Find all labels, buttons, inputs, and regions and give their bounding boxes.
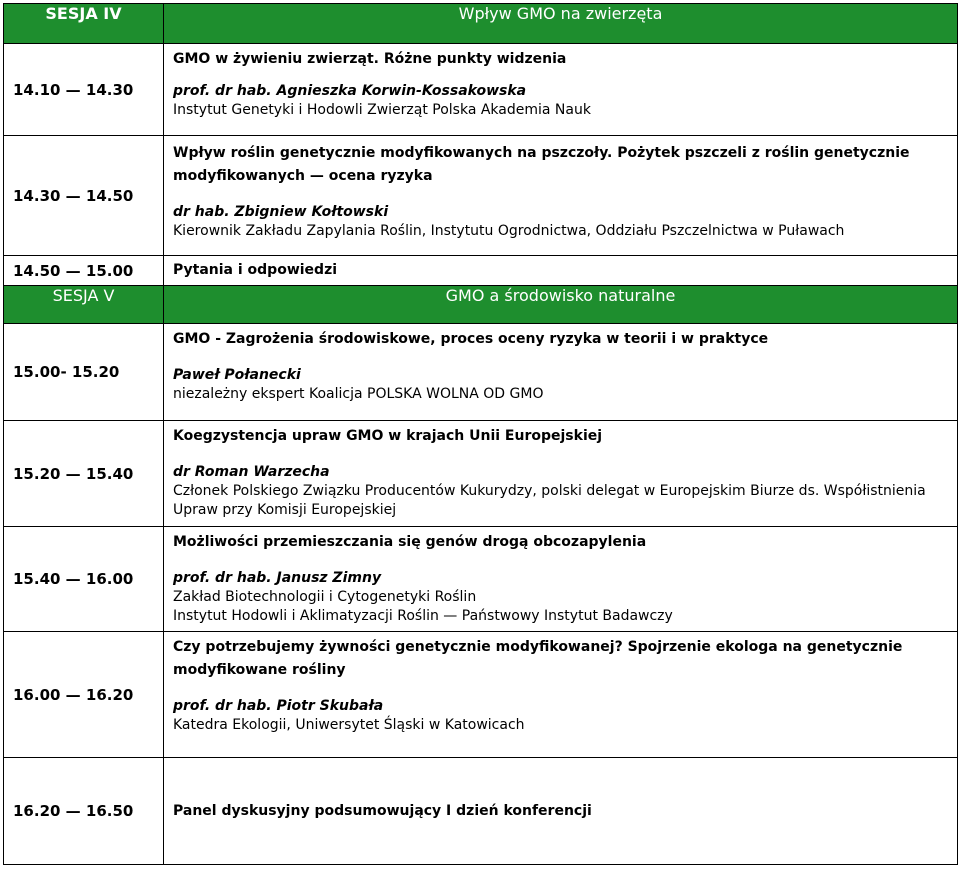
speaker-name: Paweł Połanecki [173,367,301,383]
qa-time: 14.50 — 15.00 [4,256,164,286]
table-row [4,136,958,256]
session-label: SESJA IV [4,4,164,44]
talk-details [164,632,958,758]
panel-title: Panel dyskusyjny podsumowujący I dzień konferencji [173,802,592,819]
speaker-name: prof. dr hab. Agnieszka Korwin-Kossakowska [173,83,527,99]
talk-title: Wpływ roślin genetycznie modyfikowanych na pszczoły. Pożytek pszczeli z roślin genetycznie modyfikowanych — ocena ryzyka [173,145,910,184]
talk-time: 15.00- 15.20 [4,324,164,421]
qa-title: Pytania i odpowiedzi [173,262,338,278]
talk-time: 15.40 — 16.00 [4,527,164,632]
speaker-affiliation: Członek Polskiego Związku Producentów Kukurydzy, polski delegat w Europejskim Biurze ds. Współistnienia Upraw przy Komisji Europejskiej [173,483,926,518]
speaker-affiliation: niezależny ekspert Koalicja POLSKA WOLNA OD GMO [173,386,544,402]
table-row [4,324,958,421]
talk-details [164,44,958,136]
speaker-affiliation: Kierownik Zakładu Zapylania Roślin, Instytutu Ogrodnictwa, Oddziału Pszczelnictwa w Puławach [173,223,845,239]
talk-time: 15.20 — 15.40 [4,421,164,527]
talk-time: 14.10 — 14.30 [4,44,164,136]
talk-time: 16.00 — 16.20 [4,632,164,758]
session-label: SESJA V [4,286,164,324]
speaker-affiliation: Instytut Hodowli i Aklimatyzacji Roślin — Państwowy Instytut Badawczy [173,608,673,624]
talk-title: Możliwości przemieszczania się genów drogą obcozapylenia [173,534,647,550]
talk-time: 14.30 — 14.50 [4,136,164,256]
talk-details [164,324,958,421]
table-row [4,758,958,865]
talk-details [164,421,958,527]
talk-details [164,527,958,632]
table-row [4,256,958,286]
speaker-affiliation: Katedra Ekologii, Uniwersytet Śląski w Katowicach [173,717,525,733]
session-header [4,4,958,44]
talk-title: Koegzystencja upraw GMO w krajach Unii Europejskiej [173,428,603,444]
qa-details [164,256,958,286]
speaker-name: dr Roman Warzecha [173,464,330,480]
session-theme: Wpływ GMO na zwierzęta [164,4,958,44]
talk-title: Czy potrzebujemy żywności genetycznie modyfikowanej? Spojrzenie ekologa na genetycznie modyfikowane rośliny [173,639,903,678]
table-row [4,44,958,136]
panel-details [164,758,958,865]
table-row [4,527,958,632]
speaker-affiliation: Zakład Biotechnologii i Cytogenetyki Roślin [173,589,477,605]
speaker-name: prof. dr hab. Janusz Zimny [173,570,382,586]
speaker-name: prof. dr hab. Piotr Skubała [173,698,384,714]
talk-title: GMO - Zagrożenia środowiskowe, proces oceny ryzyka w teorii i w praktyce [173,331,769,347]
speaker-affiliation: Instytut Genetyki i Hodowli Zwierząt Polska Akademia Nauk [173,102,591,118]
session-theme: GMO a środowisko naturalne [164,286,958,324]
speaker-name: dr hab. Zbigniew Kołtowski [173,204,389,220]
session-header [4,286,958,324]
programme-table [3,3,958,865]
panel-time: 16.20 — 16.50 [4,758,164,865]
table-row [4,632,958,758]
talk-title: GMO w żywieniu zwierząt. Różne punkty widzenia [173,51,567,67]
talk-details [164,136,958,256]
table-row [4,421,958,527]
